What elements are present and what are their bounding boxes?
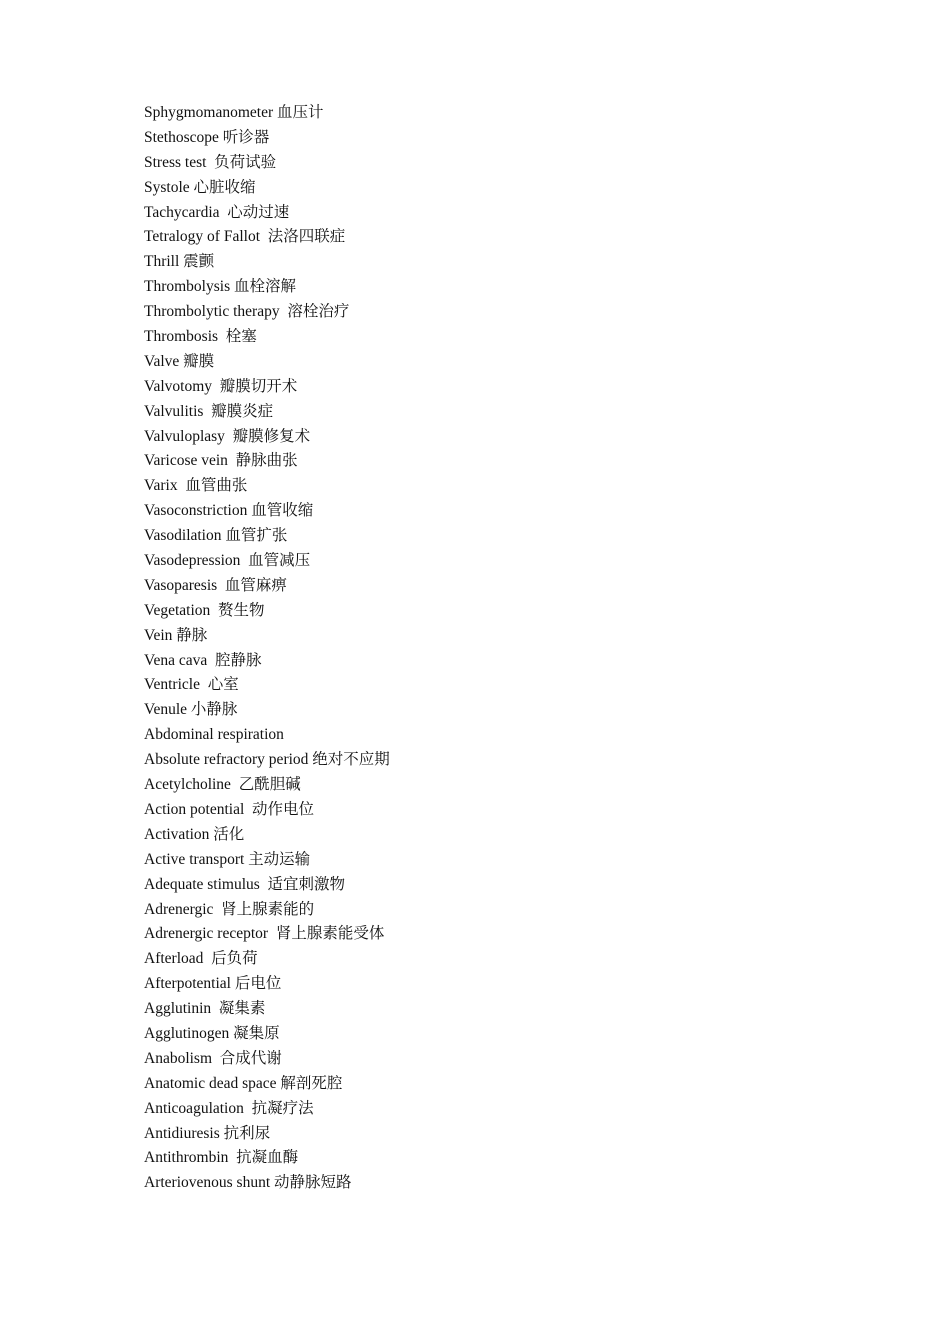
glossary-entry: Varix 血管曲张 bbox=[144, 477, 248, 495]
glossary-entry: Valvulitis 瓣膜炎症 bbox=[144, 402, 274, 420]
glossary-entry: Vegetation 赘生物 bbox=[144, 601, 265, 619]
glossary-entry: Vasodilation 血管扩张 bbox=[144, 527, 288, 545]
glossary-entry: Active transport 主动运输 bbox=[144, 850, 311, 868]
glossary-entry: Adrenergic 肾上腺素能的 bbox=[144, 900, 315, 918]
glossary-entry: Vena cava 腔静脉 bbox=[144, 651, 262, 669]
glossary-entry: Agglutinogen 凝集原 bbox=[144, 1024, 280, 1042]
glossary-entry: Thrombosis 栓塞 bbox=[144, 328, 257, 346]
glossary-entry: Arteriovenous shunt 动静脉短路 bbox=[144, 1174, 352, 1192]
glossary-entry: Antithrombin 抗凝血酶 bbox=[144, 1149, 299, 1167]
glossary-entry: Absolute refractory period 绝对不应期 bbox=[144, 751, 390, 769]
glossary-entry: Tachycardia 心动过速 bbox=[144, 203, 290, 221]
glossary-entry: Anabolism 合成代谢 bbox=[144, 1049, 282, 1067]
glossary-entry: Antidiuresis 抗利尿 bbox=[144, 1124, 271, 1142]
glossary-entry: Valvuloplasy 瓣膜修复术 bbox=[144, 427, 311, 445]
glossary-entry: Vasoparesis 血管麻痹 bbox=[144, 576, 287, 594]
glossary-entry: Valve 瓣膜 bbox=[144, 352, 215, 370]
glossary-entry: Venule 小静脉 bbox=[144, 701, 238, 719]
glossary-entry: Varicose vein 静脉曲张 bbox=[144, 452, 298, 470]
glossary-entry: Afterload 后负荷 bbox=[144, 950, 258, 968]
glossary-entry: Adequate stimulus 适宜刺激物 bbox=[144, 875, 346, 893]
glossary-entry: Stress test 负荷试验 bbox=[144, 153, 277, 171]
glossary-entry: Ventricle 心室 bbox=[144, 676, 239, 694]
glossary-entry: Vein 静脉 bbox=[144, 626, 208, 644]
glossary-entry: Tetralogy of Fallot 法洛四联症 bbox=[144, 228, 346, 246]
glossary-entry: Anticoagulation 抗凝疗法 bbox=[144, 1099, 314, 1117]
glossary-entry: Afterpotential 后电位 bbox=[144, 975, 282, 993]
glossary-entry: Vasoconstriction 血管收缩 bbox=[144, 502, 314, 520]
glossary-entry: Activation 活化 bbox=[144, 825, 245, 843]
glossary-entry: Adrenergic receptor 肾上腺素能受体 bbox=[144, 925, 385, 943]
glossary-term-list bbox=[144, 101, 390, 1196]
glossary-entry: Thrill 震颤 bbox=[144, 253, 215, 271]
glossary-entry: Acetylcholine 乙酰胆碱 bbox=[144, 776, 301, 794]
glossary-entry: Agglutinin 凝集素 bbox=[144, 1000, 266, 1018]
glossary-entry: Abdominal respiration bbox=[144, 726, 284, 744]
glossary-entry: Vasodepression 血管减压 bbox=[144, 552, 311, 570]
glossary-entry: Thrombolysis 血栓溶解 bbox=[144, 278, 296, 296]
glossary-entry: Stethoscope 听诊器 bbox=[144, 128, 270, 146]
glossary-entry: Action potential 动作电位 bbox=[144, 800, 315, 818]
glossary-entry: Valvotomy 瓣膜切开术 bbox=[144, 377, 298, 395]
glossary-entry: Thrombolytic therapy 溶栓治疗 bbox=[144, 303, 350, 321]
glossary-entry: Systole 心脏收缩 bbox=[144, 178, 256, 196]
glossary-entry: Anatomic dead space 解剖死腔 bbox=[144, 1074, 343, 1092]
glossary-entry: Sphygmomanometer 血压计 bbox=[144, 104, 324, 121]
